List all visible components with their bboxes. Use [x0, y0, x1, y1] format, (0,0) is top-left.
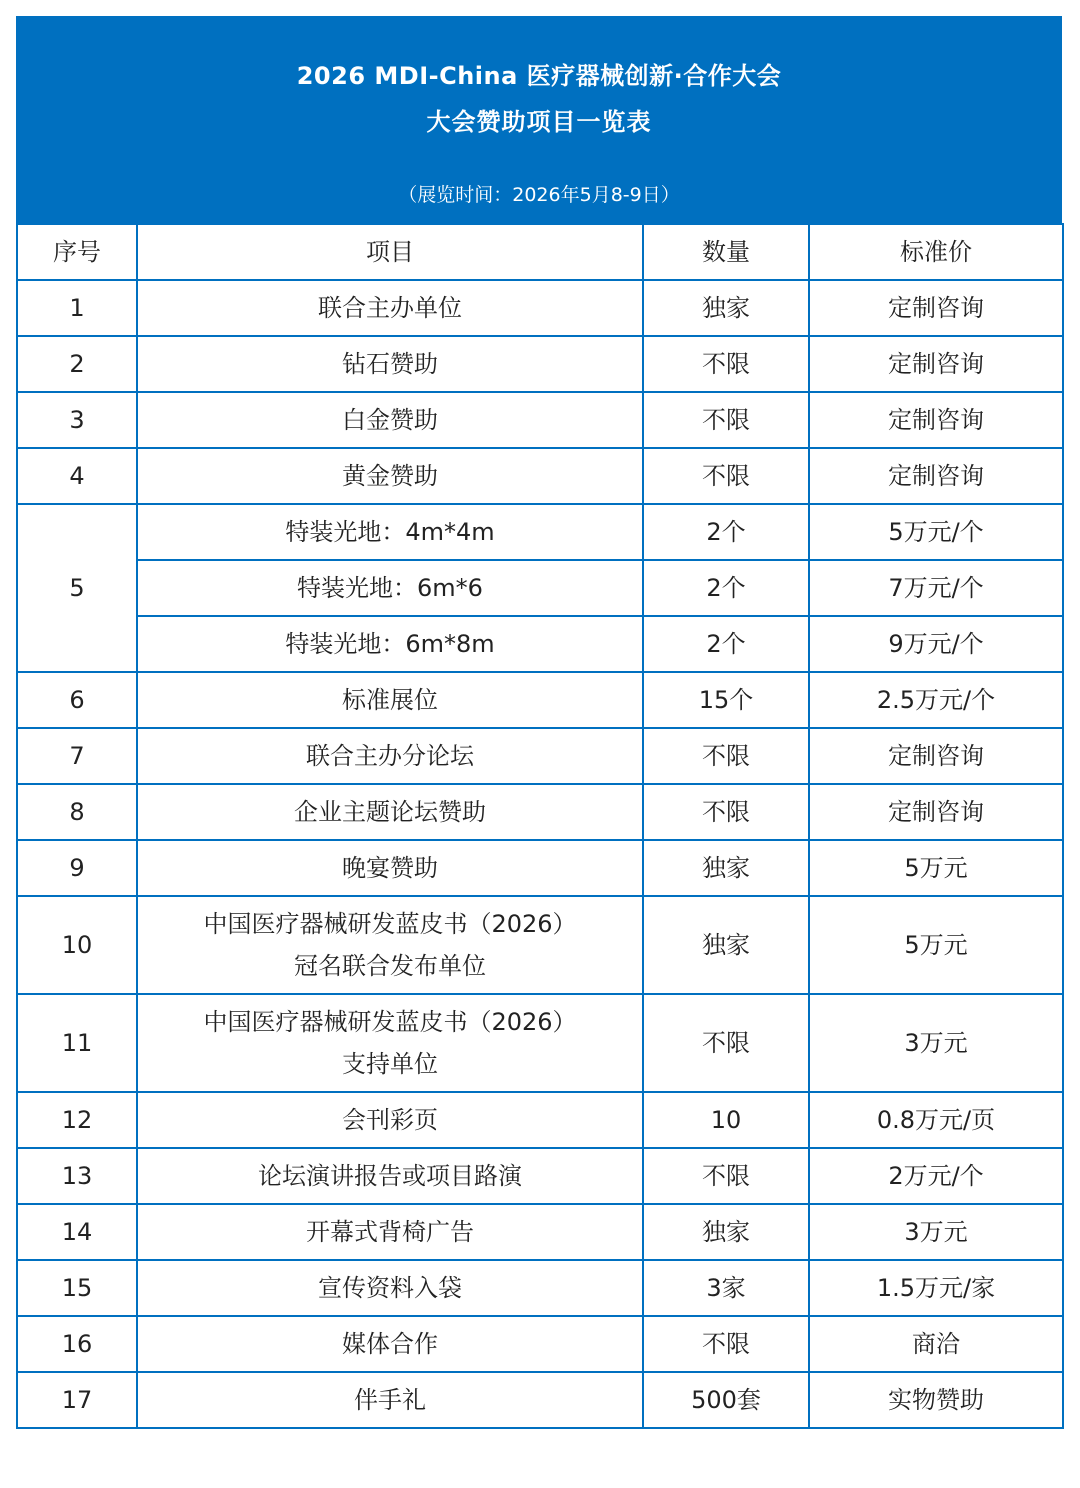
table-row — [17, 728, 1063, 784]
row-qty: 2个 — [643, 560, 809, 616]
row-item: 晚宴赞助 — [137, 840, 643, 896]
row-price: 2.5万元/个 — [809, 672, 1063, 728]
row-item: 会刊彩页 — [137, 1092, 643, 1148]
row-item: 黄金赞助 — [137, 448, 643, 504]
sponsorship-table — [16, 223, 1064, 1429]
row-qty: 不限 — [643, 336, 809, 392]
table-row — [17, 560, 1063, 616]
row-price: 实物赞助 — [809, 1372, 1063, 1428]
table-row — [17, 1148, 1063, 1204]
row-qty: 独家 — [643, 1204, 809, 1260]
row-price: 定制咨询 — [809, 448, 1063, 504]
row-no: 6 — [17, 672, 137, 728]
table-row — [17, 448, 1063, 504]
event-title: 2026 MDI-China 医疗器械创新·合作大会 — [296, 62, 782, 90]
table-row — [17, 840, 1063, 896]
row-no: 17 — [17, 1372, 137, 1428]
row-item-line: 中国医疗器械研发蓝皮书（2026） — [203, 910, 577, 938]
row-item: 企业主题论坛赞助 — [137, 784, 643, 840]
row-no: 5 — [17, 504, 137, 672]
row-qty: 不限 — [643, 448, 809, 504]
row-no: 14 — [17, 1204, 137, 1260]
row-price: 7万元/个 — [809, 560, 1063, 616]
row-no: 7 — [17, 728, 137, 784]
row-item — [137, 994, 643, 1092]
row-no: 4 — [17, 448, 137, 504]
exhibition-dates: （展览时间：2026年5月8-9日） — [398, 184, 680, 206]
row-no: 10 — [17, 896, 137, 994]
column-header-no: 序号 — [17, 224, 137, 280]
row-qty: 不限 — [643, 784, 809, 840]
table-row — [17, 784, 1063, 840]
row-price: 5万元 — [809, 840, 1063, 896]
row-price: 0.8万元/页 — [809, 1092, 1063, 1148]
row-price: 1.5万元/家 — [809, 1260, 1063, 1316]
column-header-row — [17, 224, 1063, 280]
row-item: 媒体合作 — [137, 1316, 643, 1372]
row-qty: 不限 — [643, 1148, 809, 1204]
row-item-line: 支持单位 — [342, 1050, 438, 1078]
column-header-item: 项目 — [137, 224, 643, 280]
row-qty: 500套 — [643, 1372, 809, 1428]
table-row — [17, 280, 1063, 336]
row-no: 11 — [17, 994, 137, 1092]
row-qty: 独家 — [643, 896, 809, 994]
row-no: 9 — [17, 840, 137, 896]
row-item: 宣传资料入袋 — [137, 1260, 643, 1316]
row-qty: 不限 — [643, 1316, 809, 1372]
row-no: 1 — [17, 280, 137, 336]
row-item: 伴手礼 — [137, 1372, 643, 1428]
row-qty: 不限 — [643, 728, 809, 784]
row-item: 特装光地：6m*6 — [137, 560, 643, 616]
row-price: 定制咨询 — [809, 336, 1063, 392]
row-price: 5万元 — [809, 896, 1063, 994]
row-price: 商洽 — [809, 1316, 1063, 1372]
table-row — [17, 1316, 1063, 1372]
row-no: 8 — [17, 784, 137, 840]
table-title: 大会赞助项目一览表 — [426, 108, 652, 136]
row-item — [137, 896, 643, 994]
row-item: 论坛演讲报告或项目路演 — [137, 1148, 643, 1204]
row-qty: 不限 — [643, 392, 809, 448]
row-price: 定制咨询 — [809, 728, 1063, 784]
sponsorship-sheet — [16, 16, 1062, 1429]
row-price: 5万元/个 — [809, 504, 1063, 560]
row-qty: 独家 — [643, 280, 809, 336]
row-no: 2 — [17, 336, 137, 392]
row-qty: 不限 — [643, 994, 809, 1092]
table-row — [17, 616, 1063, 672]
row-item-line: 中国医疗器械研发蓝皮书（2026） — [203, 1008, 577, 1036]
row-item: 联合主办分论坛 — [137, 728, 643, 784]
row-price: 9万元/个 — [809, 616, 1063, 672]
row-qty: 10 — [643, 1092, 809, 1148]
row-qty: 2个 — [643, 616, 809, 672]
row-price: 2万元/个 — [809, 1148, 1063, 1204]
table-header-banner — [16, 16, 1062, 223]
column-header-price: 标准价 — [809, 224, 1063, 280]
row-no: 3 — [17, 392, 137, 448]
row-qty: 3家 — [643, 1260, 809, 1316]
row-price: 定制咨询 — [809, 280, 1063, 336]
table-row — [17, 504, 1063, 560]
row-no: 12 — [17, 1092, 137, 1148]
row-item: 开幕式背椅广告 — [137, 1204, 643, 1260]
row-no: 16 — [17, 1316, 137, 1372]
table-row — [17, 1092, 1063, 1148]
column-header-qty: 数量 — [643, 224, 809, 280]
row-item: 联合主办单位 — [137, 280, 643, 336]
row-item-line: 冠名联合发布单位 — [294, 952, 486, 980]
row-qty: 独家 — [643, 840, 809, 896]
table-row — [17, 994, 1063, 1092]
row-item: 白金赞助 — [137, 392, 643, 448]
table-row — [17, 392, 1063, 448]
table-row — [17, 1372, 1063, 1428]
table-row — [17, 1204, 1063, 1260]
table-row — [17, 672, 1063, 728]
row-qty: 15个 — [643, 672, 809, 728]
row-item: 特装光地：4m*4m — [137, 504, 643, 560]
row-no: 15 — [17, 1260, 137, 1316]
row-price: 定制咨询 — [809, 784, 1063, 840]
row-price: 3万元 — [809, 994, 1063, 1092]
row-price: 定制咨询 — [809, 392, 1063, 448]
row-qty: 2个 — [643, 504, 809, 560]
table-row — [17, 896, 1063, 994]
table-row — [17, 1260, 1063, 1316]
row-item: 钻石赞助 — [137, 336, 643, 392]
row-item: 标准展位 — [137, 672, 643, 728]
table-row — [17, 336, 1063, 392]
row-item: 特装光地：6m*8m — [137, 616, 643, 672]
row-no: 13 — [17, 1148, 137, 1204]
row-price: 3万元 — [809, 1204, 1063, 1260]
